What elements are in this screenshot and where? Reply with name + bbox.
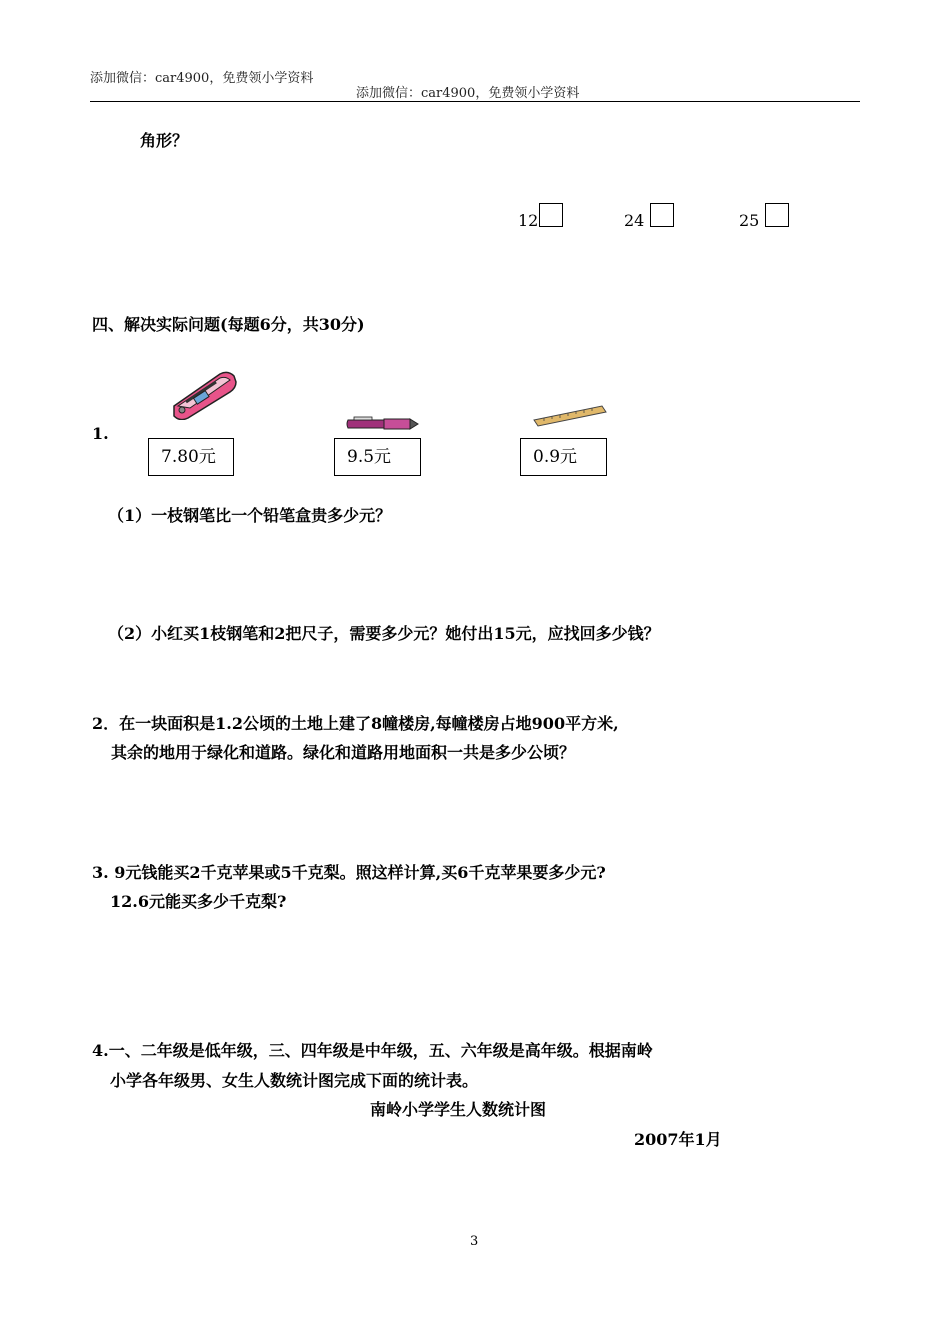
question-1-number: 1. — [92, 424, 109, 443]
page-number: 3 — [470, 1234, 479, 1249]
pencil-case-icon — [168, 368, 240, 420]
price-box-ruler: 0.9元 — [520, 438, 607, 476]
question-3-line-2: 12.6元能买多少千克梨? — [110, 892, 287, 911]
question-2-line-2: 其余的地用于绿化和道路。绿化和道路用地面积一共是多少公顷？ — [111, 743, 576, 762]
option-label-24: 24 — [624, 211, 645, 230]
question-1-part-2: （2）小红买1枝钢笔和2把尺子，需要多少元？她付出15元，应找回多少钱？ — [108, 624, 660, 643]
option-checkbox-24[interactable] — [650, 203, 674, 227]
header-rule — [90, 101, 860, 102]
header-watermark-center: 添加微信：car4900，免费领小学资料 — [356, 86, 580, 101]
question-4-line-1: 4.一、二年级是低年级，三、四年级是中年级，五、六年级是高年级。根据南岭 — [92, 1041, 653, 1060]
option-label-12: 12 — [518, 211, 539, 230]
chart-date: 2007年1月 — [634, 1130, 722, 1149]
section-title: 四、解决实际问题(每题6分，共30分) — [92, 315, 365, 334]
question-fragment: 角形？ — [140, 131, 189, 150]
chart-title: 南岭小学学生人数统计图 — [370, 1100, 547, 1119]
ruler-icon — [532, 402, 608, 428]
pen-icon — [344, 414, 422, 434]
price-box-pencil-case: 7.80元 — [148, 438, 234, 476]
question-4-line-2: 小学各年级男、女生人数统计图完成下面的统计表。 — [110, 1071, 479, 1090]
question-3-line-1: 3. 9元钱能买2千克苹果或5千克梨。照这样计算,买6千克苹果要多少元? — [92, 863, 606, 882]
question-1-part-1: （1）一枝钢笔比一个铅笔盒贵多少元？ — [108, 506, 392, 525]
header-watermark-left: 添加微信：car4900，免费领小学资料 — [90, 71, 314, 86]
option-checkbox-12[interactable] — [539, 203, 563, 227]
option-checkbox-25[interactable] — [765, 203, 789, 227]
question-2-line-1: 2．在一块面积是1.2公顷的土地上建了8幢楼房,每幢楼房占地900平方米, — [92, 714, 619, 733]
price-box-pen: 9.5元 — [334, 438, 421, 476]
option-label-25: 25 — [739, 211, 760, 230]
